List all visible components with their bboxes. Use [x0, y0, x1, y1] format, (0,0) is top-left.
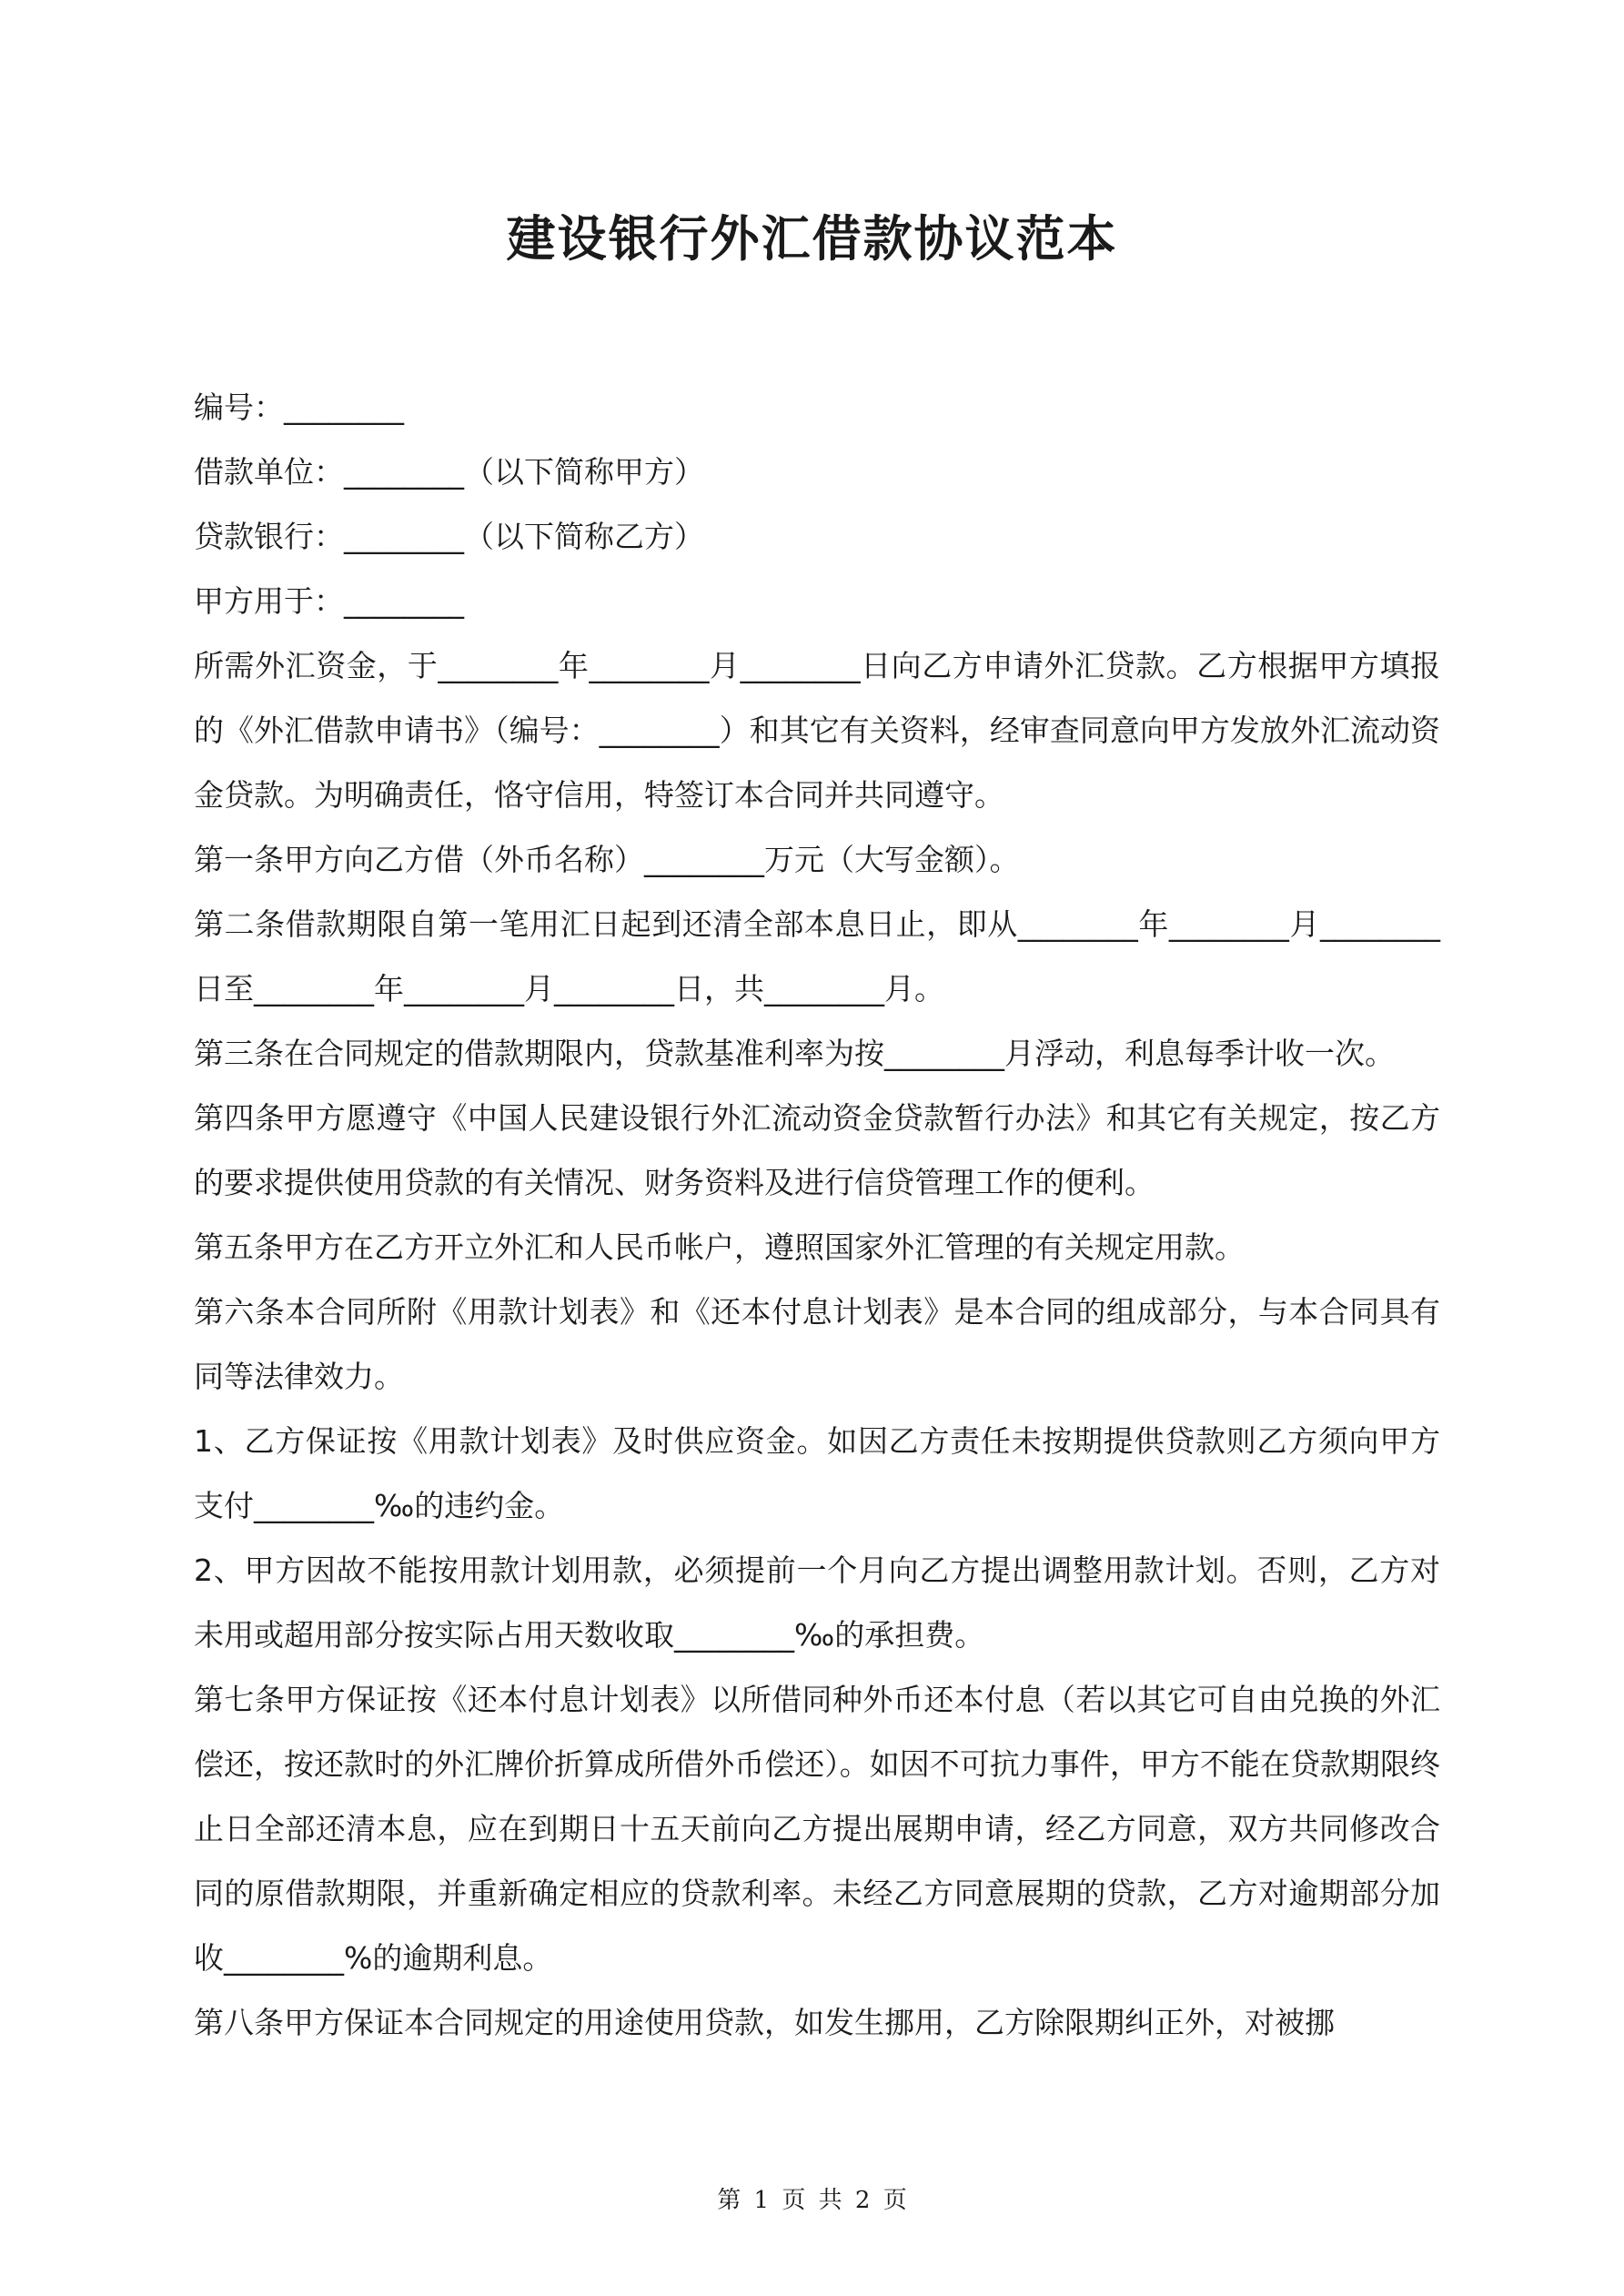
article-6-clause-2: 2、甲方因故不能按用款计划用款，必须提前一个月向乙方提出调整用款计划。否则，乙方对未用或超用部分按实际占用天数收取________‰的承担费。 [194, 1553, 1440, 1653]
article-2: 第二条借款期限自第一笔用汇日起到还清全部本息日止，即从________年________月________日至________年________月________日，共________月。 [194, 906, 1440, 1006]
article-4: 第四条甲方愿遵守《中国人民建设银行外汇流动资金贷款暂行办法》和其它有关规定，按乙方的要求提供使用贷款的有关情况、财务资料及进行信贷管理工作的便利。 [194, 1100, 1440, 1200]
article-5: 第五条甲方在乙方开立外汇和人民币帐户，遵照国家外汇管理的有关规定用款。 [194, 1229, 1245, 1265]
document-title: 建设银行外汇借款协议范本 [506, 209, 1118, 268]
article-7: 第七条甲方保证按《还本付息计划表》以所借同种外币还本付息（若以其它可自由兑换的外汇偿还，按还款时的外汇牌价折算成所借外币偿还）。如因不可抗力事件，甲方不能在贷款期限终止日全部还清本息，应在到期日十五天前向乙方提出展期申请，经乙方同意，双方共同修改合同的原借款期限，并重新确定相应的贷款利率。未经乙方同意展期的贷款，乙方对逾期部分加收________%的逾期利息。 [194, 1682, 1440, 1976]
field-borrower: 借款单位：________（以下简称甲方） [194, 454, 704, 490]
article-8: 第八条甲方保证本合同规定的用途使用贷款，如发生挪用，乙方除限期纠正外，对被挪 [194, 2005, 1335, 2040]
article-6-clause-1: 1、乙方保证按《用款计划表》及时供应资金。如因乙方责任未按期提供贷款则乙方须向甲方支付________‰的违约金。 [194, 1423, 1440, 1523]
field-purpose: 甲方用于：________ [194, 583, 464, 619]
article-1: 第一条甲方向乙方借（外币名称）________万元（大写金额）。 [194, 842, 1020, 877]
document-body [194, 375, 1440, 2055]
field-number: 编号：________ [194, 389, 404, 425]
preamble-paragraph: 所需外汇资金，于________年________月________日向乙方申请外汇贷款。乙方根据甲方填报的《外汇借款申请书》（编号：________）和其它有关资料，经审查同意向甲方发放外汇流动资金贷款。为明确责任，恪守信用，特签订本合同并共同遵守。 [194, 648, 1440, 813]
article-6: 第六条本合同所附《用款计划表》和《还本付息计划表》是本合同的组成部分，与本合同具有同等法律效力。 [194, 1294, 1440, 1394]
article-3: 第三条在合同规定的借款期限内，贷款基准利率为按________月浮动，利息每季计收一次。 [194, 1036, 1395, 1071]
field-lender-bank: 贷款银行：________（以下简称乙方） [194, 519, 704, 554]
page-footer: 第 1 页 共 2 页 [717, 2187, 907, 2214]
